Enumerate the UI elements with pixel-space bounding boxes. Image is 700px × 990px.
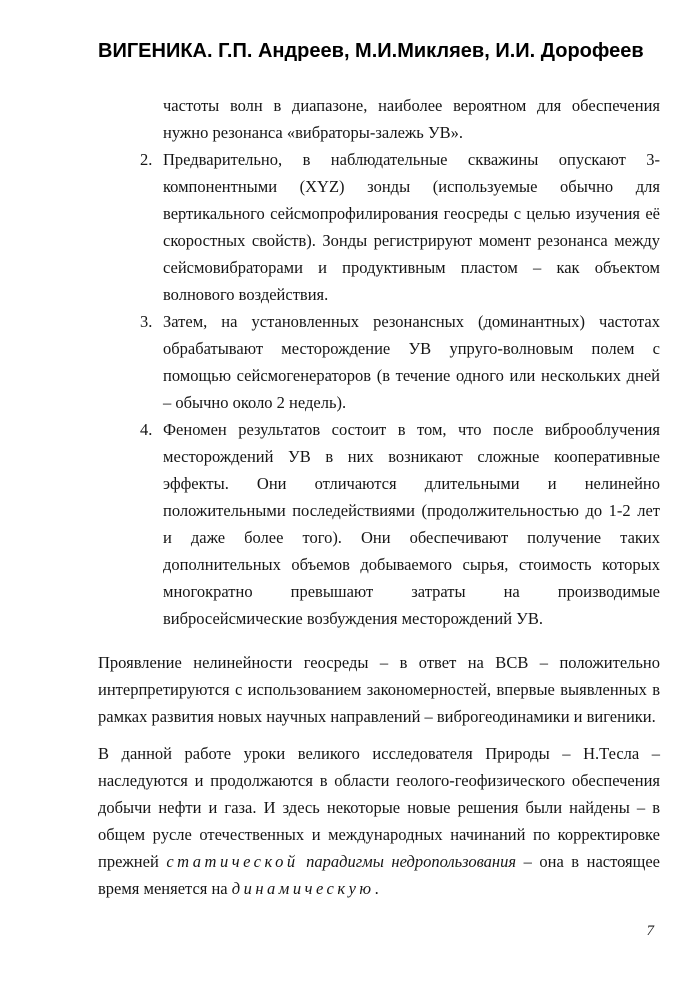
list-item	[98, 308, 660, 416]
emphasis-static: статической	[166, 852, 299, 871]
emphasis-paradigm: парадигмы недропользования	[298, 852, 517, 871]
list-item-text: Предварительно, в наблюдательные скважины опускают 3-компонентными (XYZ) зонды (используемые обычно для вертикального сейсмопрофилирования геосреды с целью изучения её скоростных свойств). Зонды регистрируют момент резонанса между сейсмовибраторами и продуктивным пластом – как объектом волнового воздействия.	[163, 150, 660, 304]
paragraph-tesla	[98, 740, 660, 902]
paragraph-tesla-middle: – она в настоящее время меняется на	[98, 852, 660, 898]
paragraph-tesla-lead: В данной работе уроки великого исследователя Природы – Н.Тесла – наследуются и продолжаются в области геолого-геофизического обеспечения добычи нефти и газа. И здесь некоторые новые решения были найдены – в общем русле отечественных и международных начинаний по корректировке прежней	[98, 744, 660, 871]
page-title: ВИГЕНИКА. Г.П. Андреев, М.И.Микляев, И.И. Дорофеев	[98, 40, 644, 62]
paragraph-nonlinearity: Проявление нелинейности геосреды – в ответ на ВСВ – положительно интерпретируются с использованием закономерностей, впервые выявленных в рамках развития новых научных направлений – виброгеодинамики и вигеники.	[98, 653, 660, 726]
list-item-text: Феномен результатов состоит в том, что после виброоблучения месторождений УВ в них возникают сложные кооперативные эффекты. Они отличаются длительными и нелинейно положительными последействиями (продолжительностью до 1-2 лет и даже более того). Они обеспечивают получение таких дополнительных объемов добываемого сырья, стоимость которых многократно превышают затраты на производимые вибросейсмические возбуждения месторождений УВ.	[163, 420, 660, 628]
paragraph-tesla-tail: .	[374, 879, 379, 898]
page-number: 7	[646, 923, 654, 939]
list-item-number: 3.	[140, 312, 153, 331]
list-item-text: Затем, на установленных резонансных (доминантных) частотах обрабатывают месторождение УВ упруго-волновым полем с помощью сейсмогенераторов (в течение одного или нескольких дней – обычно около 2 недель).	[163, 312, 660, 412]
list-item-1-continuation: частоты волн в диапазоне, наиболее вероятном для обеспечения нужно резонанса «вибраторы-залежь УВ».	[163, 96, 660, 142]
list-item-number: 2.	[140, 150, 153, 169]
list-item	[98, 146, 660, 308]
list-item-number: 4.	[140, 420, 153, 439]
page-body	[98, 92, 660, 902]
list-item	[98, 416, 660, 632]
emphasis-dynamic: динамическую	[231, 879, 375, 898]
